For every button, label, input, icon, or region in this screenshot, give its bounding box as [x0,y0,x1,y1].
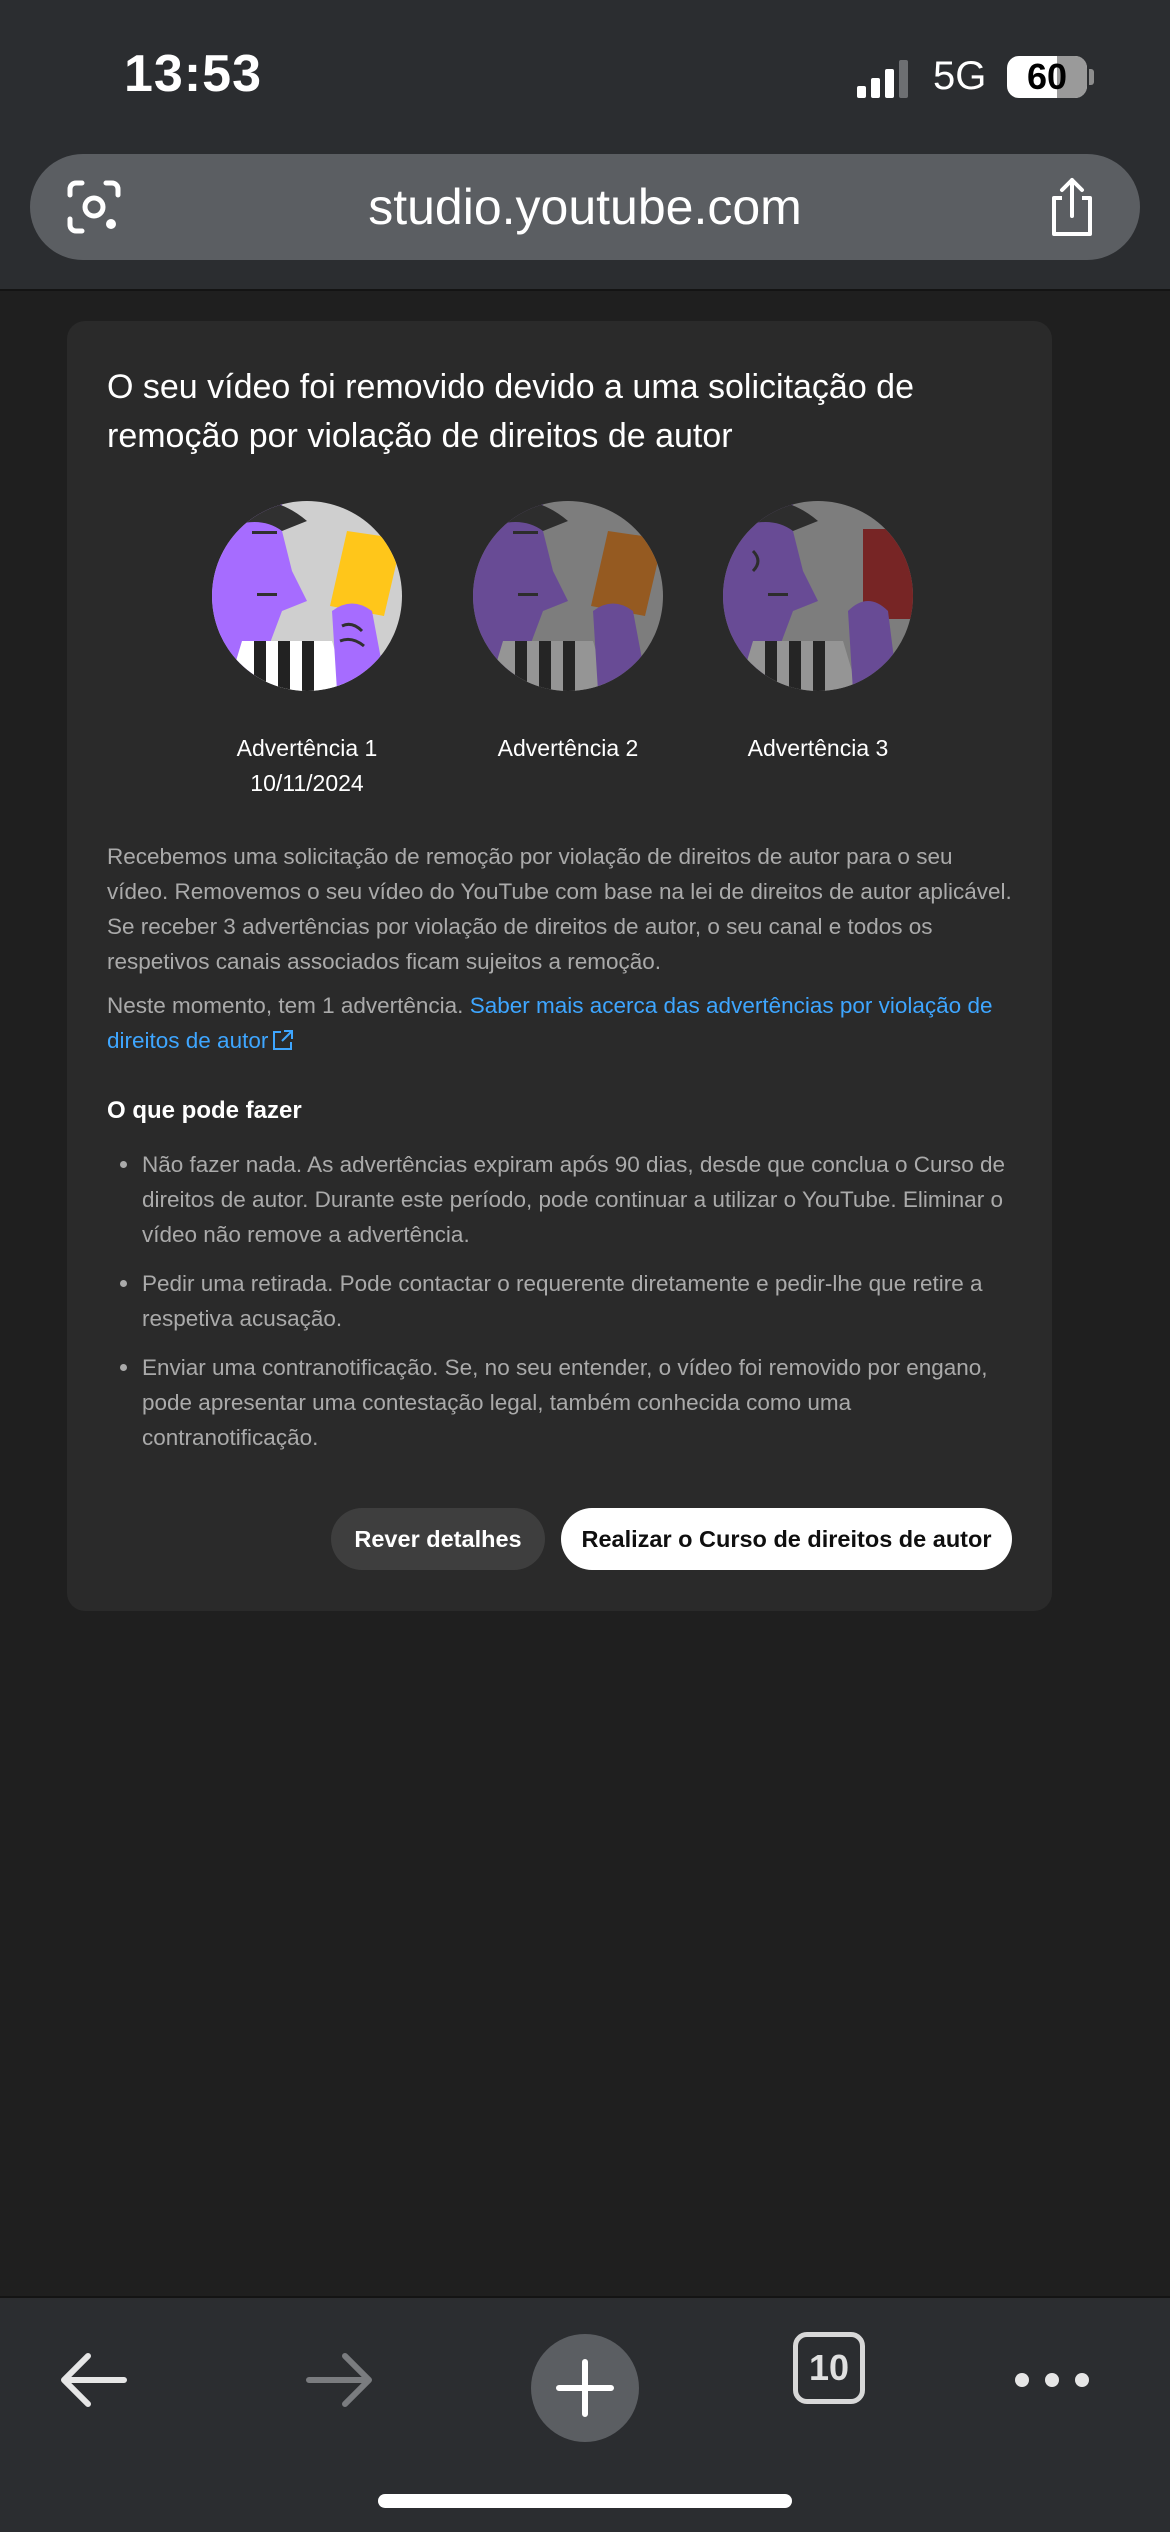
tab-count-icon[interactable]: 10 [793,2332,865,2404]
home-indicator [378,2494,792,2508]
cellular-signal-icon [855,58,915,98]
notice-body: Recebemos uma solicitação de remoção por violação de direitos de autor para o seu vídeo. Removemos o seu vídeo do YouTube com base na lei de direitos de autor aplicável. Se receber 3 advertências por violação de direitos de autor, o seu canal e todos os respetivos canais associados ficam sujeitos a remoção. [107,844,1012,974]
status-time: 13:53 [124,45,262,103]
strike-2-label: Advertência 2 [497,735,639,761]
option-do-nothing: Não fazer nada. As advertências expiram após 90 dias, desde que conclua o Curso de direitos de autor. Durante este período, pode continuar a utilizar o YouTube. Eliminar o vídeo não remove a advertência. [142,1147,1012,1252]
strike-3 [698,501,938,766]
referee-card-illustration [212,501,402,691]
forward-arrow-icon[interactable] [303,2346,375,2414]
strike-count-text: Neste momento, tem 1 advertência. [107,993,464,1018]
url-text[interactable]: studio.youtube.com [368,179,802,235]
strike-status [107,988,1012,1058]
option-counter-notification: Enviar uma contranotificação. Se, no seu entender, o vídeo foi removido por engano, pode apresentar uma contestação legal, também conhecida como uma contranotificação. [142,1350,1012,1455]
plus-icon [555,2358,615,2418]
copyright-course-button[interactable]: Realizar o Curso de direitos de autor [561,1508,1012,1570]
back-arrow-icon[interactable] [58,2346,130,2414]
option-request-retraction: Pedir uma retirada. Pode contactar o requerente diretamente e pedir-lhe que retire a respetiva acusação. [142,1266,1012,1336]
external-link-icon [271,1028,295,1052]
learn-more-link[interactable]: Saber mais acerca das advertências por violação de direitos de autor [107,993,993,1053]
what-to-do-heading: O que pode fazer [107,1097,302,1124]
new-tab-button[interactable] [531,2334,639,2442]
address-bar[interactable] [30,154,1140,260]
options-list [142,1147,1012,1469]
share-icon[interactable] [1042,176,1102,238]
referee-card-illustration [473,501,663,691]
strike-2 [448,501,688,766]
network-type: 5G [933,54,987,98]
more-icon[interactable] [1012,2360,1092,2400]
strike-3-label: Advertência 3 [747,735,889,761]
strike-1-date: 10/11/2024 [250,770,364,796]
battery-tip [1089,69,1094,85]
top-chrome [0,0,1170,291]
battery-icon [1007,56,1087,98]
copyright-strike-card [67,321,1052,1611]
referee-card-illustration [723,501,913,691]
strike-1-label: Advertência 1 10/11/2024 [187,731,427,801]
battery-level: 60 [1026,56,1068,97]
review-details-button[interactable]: Rever detalhes [331,1508,545,1570]
strike-1 [187,501,427,801]
notice-title: O seu vídeo foi removido devido a uma solicitação de remoção por violação de direitos de autor [107,368,915,455]
